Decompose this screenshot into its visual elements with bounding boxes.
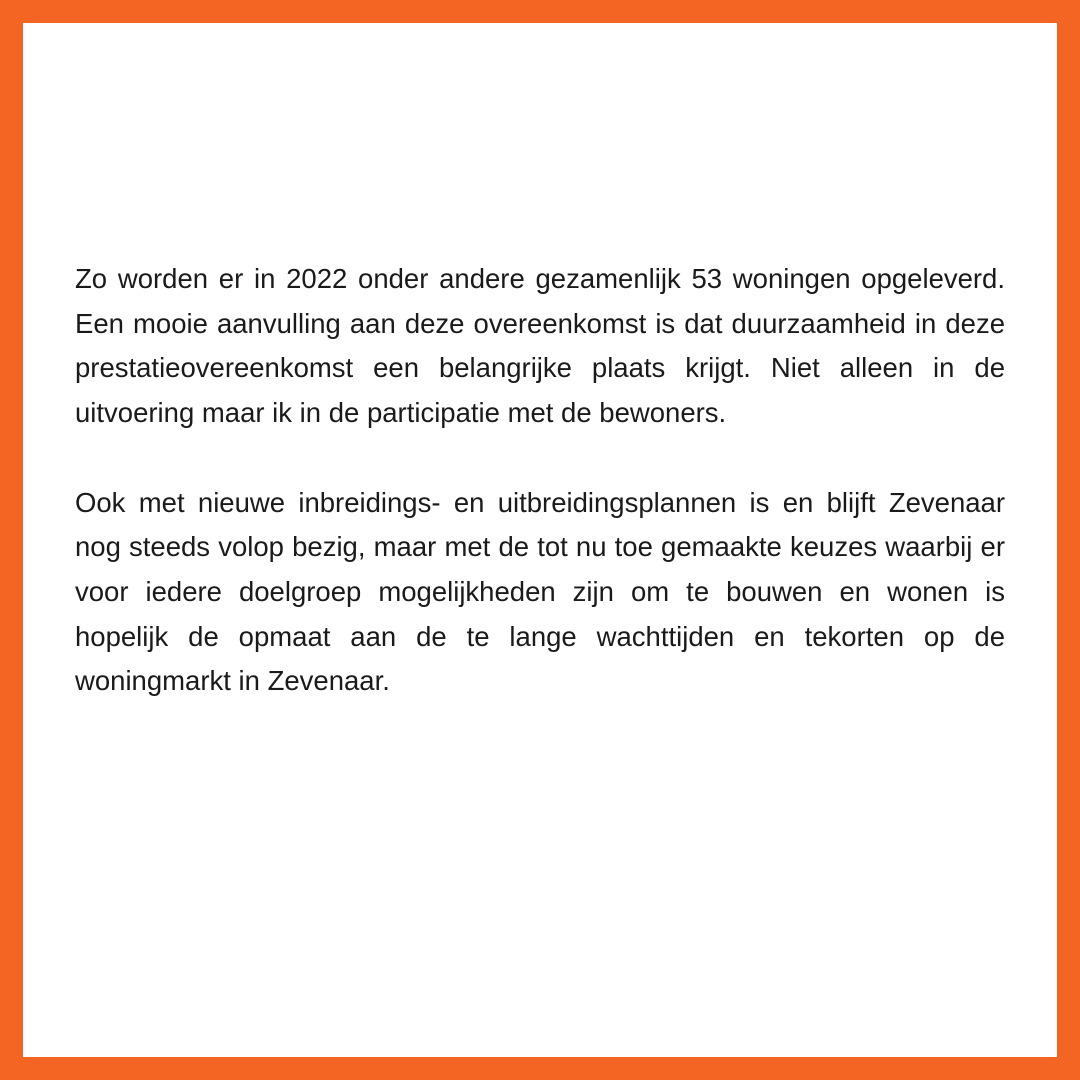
- paragraph-1: Zo worden er in 2022 onder andere gezamenlijk 53 woningen opgeleverd. Een mooie aanvulling aan deze overeenkomst is dat duurzaamheid in deze prestatieovereenkomst een belangrijke plaats krijgt. Niet alleen in de uitvoering maar ik in de participatie met de bewoners.: [75, 263, 1005, 429]
- paragraph-2: Ook met nieuwe inbreidings- en uitbreidingsplannen is en blijft Zevenaar nog steeds volop bezig, maar met de tot nu toe gemaakte keuzes waarbij er voor iedere doelgroep mogelijkheden zijn om te bouwen en wonen is hopelijk de opmaat aan de te lange wachttijden en tekorten op de woningmarkt in Zevenaar.: [75, 486, 1005, 697]
- text-block: [75, 257, 1005, 704]
